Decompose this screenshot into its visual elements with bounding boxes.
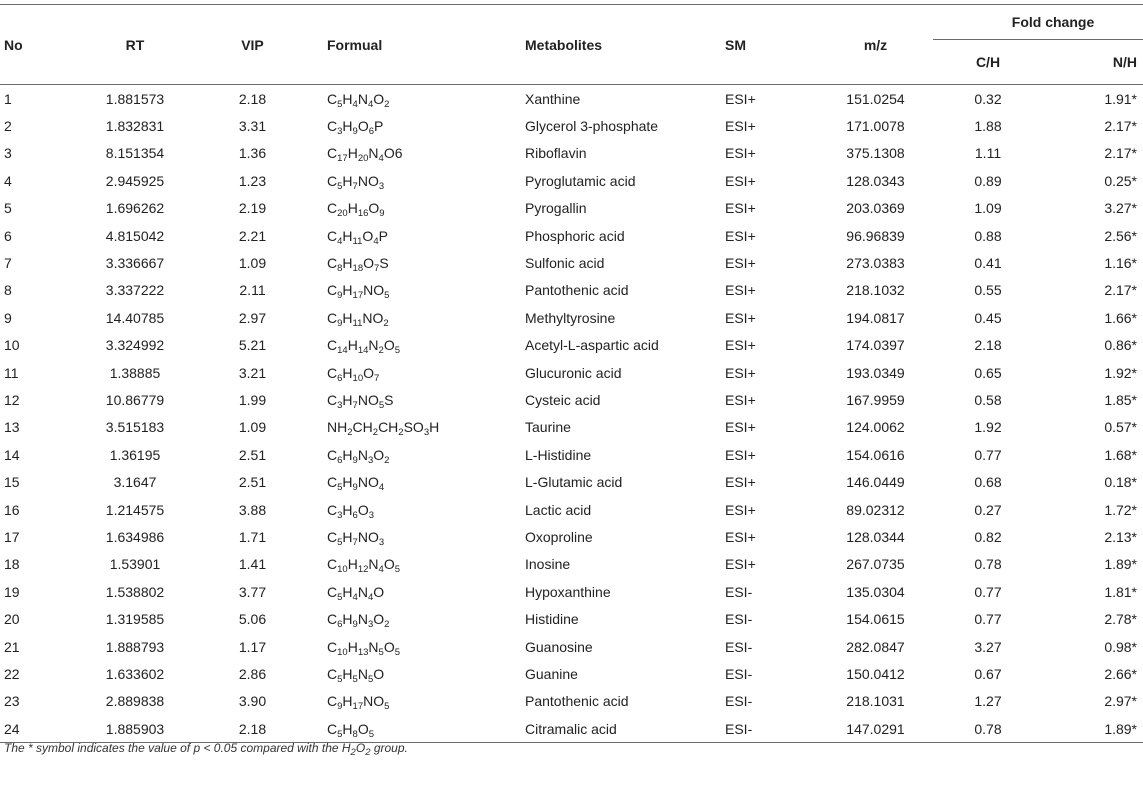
cell-vip: 3.88 <box>238 501 267 518</box>
cell-mz: 154.0615 <box>846 611 905 628</box>
cell-nh: 2.56* <box>1104 227 1138 244</box>
cell-metabolite: Acetyl-L-aspartic acid <box>525 337 659 354</box>
cell-sm: ESI+ <box>725 90 756 107</box>
table-row <box>0 441 1143 468</box>
cell-no: 18 <box>4 556 20 573</box>
cell-mz: 218.1032 <box>846 282 905 299</box>
cell-rt: 3.324992 <box>105 337 165 354</box>
cell-sm: ESI+ <box>725 337 756 354</box>
cell-mz: 128.0343 <box>846 172 905 189</box>
table-row <box>0 715 1143 743</box>
cell-nh: 0.86* <box>1104 337 1138 354</box>
cell-vip: 3.77 <box>238 583 267 600</box>
cell-sm: ESI- <box>725 665 753 682</box>
cell-ch: 0.77 <box>974 583 1002 600</box>
cell-metabolite: Pantothenic acid <box>525 282 629 299</box>
cell-vip: 3.21 <box>238 364 267 381</box>
cell-sm: ESI- <box>725 638 753 655</box>
cell-vip: 1.99 <box>238 391 267 408</box>
cell-ch: 2.18 <box>974 337 1002 354</box>
cell-rt: 3.1647 <box>113 474 157 491</box>
cell-metabolite: Pyrogallin <box>525 200 587 217</box>
cell-no: 12 <box>4 391 20 408</box>
cell-formula: $C_3H_6O_3$ <box>327 501 375 521</box>
cell-ch: 0.41 <box>974 255 1002 272</box>
cell-formula: $C_9H_{17}NO_5$ <box>327 693 390 713</box>
header-sm: SM <box>725 36 746 53</box>
cell-nh: 2.13* <box>1104 528 1138 545</box>
cell-no: 10 <box>4 337 20 354</box>
cell-sm: ESI+ <box>725 282 756 299</box>
header-no: No <box>4 36 23 53</box>
table-row <box>0 633 1143 660</box>
cell-formula: $C_5H_8O_5$ <box>327 720 375 740</box>
cell-sm: ESI+ <box>725 227 756 244</box>
cell-metabolite: Pantothenic acid <box>525 693 629 710</box>
cell-formula: $NH_2CH_2CH_2SO_3H$ <box>327 419 440 439</box>
cell-vip: 1.17 <box>238 638 267 655</box>
cell-ch: 3.27 <box>974 638 1002 655</box>
table-body <box>0 85 1143 743</box>
cell-ch: 0.58 <box>974 391 1002 408</box>
cell-nh: 3.27* <box>1104 200 1138 217</box>
cell-ch: 0.55 <box>974 282 1002 299</box>
cell-metabolite: Methyltyrosine <box>525 309 616 326</box>
table-row <box>0 195 1143 222</box>
cell-nh: 0.57* <box>1104 419 1138 436</box>
cell-metabolite: Histidine <box>525 611 579 628</box>
cell-no: 20 <box>4 611 20 628</box>
table-row <box>0 222 1143 249</box>
cell-ch: 0.27 <box>974 501 1002 518</box>
cell-vip: 1.23 <box>238 172 267 189</box>
cell-metabolite: Inosine <box>525 556 571 573</box>
header-vip: VIP <box>241 36 264 53</box>
cell-sm: ESI+ <box>725 474 756 491</box>
cell-formula: $C_{14}H_{14}N_2O_5$ <box>327 337 401 357</box>
cell-formula: $C_5H_5N_5O$ <box>327 665 385 685</box>
cell-nh: 2.17* <box>1104 145 1138 162</box>
cell-mz: 146.0449 <box>846 474 905 491</box>
table-row <box>0 523 1143 550</box>
table-row <box>0 140 1143 167</box>
cell-ch: 0.68 <box>974 474 1002 491</box>
cell-rt: 2.889838 <box>105 693 165 710</box>
table-footnote: The * symbol indicates the value of p < 0.05 compared with the $H_2O_2$ group. <box>4 741 408 758</box>
cell-metabolite: Oxoproline <box>525 528 593 545</box>
cell-mz: 150.0412 <box>846 665 905 682</box>
cell-mz: 282.0847 <box>846 638 905 655</box>
cell-formula: $C_{20}H_{16}O_9$ <box>327 200 385 220</box>
cell-vip: 2.97 <box>238 309 267 326</box>
cell-vip: 1.36 <box>238 145 267 162</box>
cell-no: 2 <box>4 118 12 135</box>
cell-formula: $C_{17}H_{20}N_4O6$ <box>327 145 403 165</box>
cell-vip: 1.41 <box>238 556 267 573</box>
table-row <box>0 688 1143 715</box>
cell-metabolite: Citramalic acid <box>525 720 617 737</box>
table-row <box>0 660 1143 687</box>
cell-vip: 2.11 <box>239 282 266 299</box>
cell-ch: 0.88 <box>974 227 1002 244</box>
cell-no: 15 <box>4 474 20 491</box>
cell-ch: 0.77 <box>974 611 1002 628</box>
cell-formula: $C_9H_{11}NO_2$ <box>327 309 389 329</box>
cell-nh: 2.66* <box>1104 665 1138 682</box>
cell-sm: ESI+ <box>725 172 756 189</box>
cell-no: 7 <box>4 255 12 272</box>
cell-sm: ESI+ <box>725 309 756 326</box>
cell-mz: 171.0078 <box>846 118 905 135</box>
table-row <box>0 249 1143 276</box>
header-rt: RT <box>125 36 145 53</box>
cell-ch: 0.78 <box>974 556 1002 573</box>
cell-sm: ESI+ <box>725 200 756 217</box>
header-nh: N/H <box>1112 54 1138 70</box>
header-ch: C/H <box>975 54 1001 70</box>
table-row <box>0 496 1143 523</box>
cell-formula: $C_9H_{17}NO_5$ <box>327 282 390 302</box>
cell-no: 11 <box>4 364 19 381</box>
table-row <box>0 167 1143 194</box>
cell-mz: 193.0349 <box>846 364 905 381</box>
cell-nh: 1.72* <box>1104 501 1138 518</box>
table-row <box>0 578 1143 605</box>
cell-metabolite: Lactic acid <box>525 501 592 518</box>
cell-formula: $C_8H_{18}O_7S$ <box>327 255 389 275</box>
cell-rt: 1.634986 <box>105 528 165 545</box>
cell-mz: 147.0291 <box>846 720 905 737</box>
cell-rt: 3.336667 <box>105 255 165 272</box>
cell-no: 3 <box>4 145 12 162</box>
cell-rt: 1.885903 <box>105 720 165 737</box>
cell-sm: ESI+ <box>725 364 756 381</box>
cell-rt: 1.696262 <box>105 200 165 217</box>
cell-vip: 1.71 <box>238 528 267 545</box>
cell-vip: 3.90 <box>238 693 267 710</box>
cell-metabolite: L-Glutamic acid <box>525 474 623 491</box>
cell-formula: $C_5H_9NO_4$ <box>327 474 385 494</box>
cell-rt: 1.214575 <box>105 501 165 518</box>
cell-nh: 2.78* <box>1104 611 1138 628</box>
cell-mz: 124.0062 <box>846 419 905 436</box>
cell-metabolite: Pyroglutamic acid <box>525 172 636 189</box>
cell-mz: 194.0817 <box>846 309 905 326</box>
cell-mz: 203.0369 <box>846 200 905 217</box>
cell-sm: ESI+ <box>725 528 756 545</box>
cell-sm: ESI- <box>725 583 753 600</box>
cell-rt: 2.945925 <box>105 172 165 189</box>
cell-formula: $C_{10}H_{13}N_5O_5$ <box>327 638 401 658</box>
cell-ch: 0.89 <box>974 172 1002 189</box>
cell-mz: 375.1308 <box>846 145 905 162</box>
header-mz: m/z <box>863 36 888 53</box>
cell-nh: 1.16* <box>1104 255 1138 272</box>
cell-mz: 89.02312 <box>846 501 905 518</box>
cell-formula: $C_6H_{10}O_7$ <box>327 364 380 384</box>
cell-metabolite: Guanine <box>525 665 578 682</box>
cell-vip: 2.51 <box>238 474 267 491</box>
cell-rt: 3.515183 <box>105 419 165 436</box>
table-row <box>0 85 1143 113</box>
cell-metabolite: L-Histidine <box>525 446 592 463</box>
cell-formula: $C_5H_7NO_3$ <box>327 172 385 192</box>
cell-nh: 1.81* <box>1104 583 1138 600</box>
cell-nh: 2.17* <box>1104 118 1138 135</box>
cell-rt: 1.38885 <box>109 364 161 381</box>
cell-ch: 0.32 <box>974 90 1002 107</box>
cell-no: 8 <box>4 282 12 299</box>
cell-no: 4 <box>4 172 12 189</box>
cell-rt: 1.538802 <box>105 583 165 600</box>
cell-sm: ESI- <box>725 611 753 628</box>
cell-mz: 273.0383 <box>846 255 905 272</box>
cell-no: 14 <box>4 446 20 463</box>
cell-nh: 1.92* <box>1104 364 1138 381</box>
header-fold-change: Fold change <box>933 5 1143 40</box>
cell-vip: 2.51 <box>238 446 267 463</box>
cell-rt: 8.151354 <box>105 145 165 162</box>
cell-no: 21 <box>4 638 20 655</box>
cell-sm: ESI+ <box>725 419 756 436</box>
table-row <box>0 332 1143 359</box>
cell-mz: 218.1031 <box>846 693 905 710</box>
cell-no: 9 <box>4 309 12 326</box>
header-formula: Formual <box>327 36 383 53</box>
cell-no: 22 <box>4 665 20 682</box>
cell-nh: 1.68* <box>1104 446 1138 463</box>
cell-ch: 0.78 <box>974 720 1002 737</box>
cell-vip: 5.21 <box>238 337 267 354</box>
cell-vip: 3.31 <box>238 118 267 135</box>
cell-no: 5 <box>4 200 12 217</box>
cell-formula: $C_{10}H_{12}N_4O_5$ <box>327 556 401 576</box>
cell-ch: 1.09 <box>974 200 1002 217</box>
cell-nh: 1.91* <box>1104 90 1138 107</box>
cell-formula: $C_5H_4N_4O$ <box>327 583 385 603</box>
cell-ch: 0.82 <box>974 528 1002 545</box>
cell-mz: 174.0397 <box>846 337 905 354</box>
cell-ch: 0.67 <box>974 665 1002 682</box>
cell-vip: 2.86 <box>238 665 267 682</box>
table-row <box>0 551 1143 578</box>
cell-vip: 2.19 <box>238 200 267 217</box>
cell-mz: 267.0735 <box>846 556 905 573</box>
cell-ch: 1.27 <box>974 693 1002 710</box>
cell-rt: 1.633602 <box>105 665 165 682</box>
cell-ch: 1.92 <box>974 419 1002 436</box>
cell-vip: 1.09 <box>238 255 267 272</box>
cell-metabolite: Glucuronic acid <box>525 364 622 381</box>
cell-sm: ESI+ <box>725 118 756 135</box>
cell-vip: 2.18 <box>238 90 267 107</box>
table-row <box>0 414 1143 441</box>
cell-rt: 4.815042 <box>105 227 165 244</box>
cell-no: 6 <box>4 227 12 244</box>
cell-rt: 3.337222 <box>105 282 165 299</box>
cell-rt: 1.888793 <box>105 638 165 655</box>
cell-metabolite: Hypoxanthine <box>525 583 611 600</box>
metabolites-table <box>0 4 1143 743</box>
cell-sm: ESI+ <box>725 255 756 272</box>
cell-rt: 1.53901 <box>109 556 161 573</box>
cell-formula: $C_3H_7NO_5S$ <box>327 391 394 411</box>
cell-mz: 167.9959 <box>846 391 905 408</box>
cell-no: 1 <box>4 90 12 107</box>
table-row <box>0 468 1143 495</box>
cell-sm: ESI+ <box>725 446 756 463</box>
cell-metabolite: Taurine <box>525 419 571 436</box>
cell-metabolite: Phosphoric acid <box>525 227 625 244</box>
cell-nh: 2.17* <box>1104 282 1138 299</box>
cell-nh: 1.89* <box>1104 720 1138 737</box>
cell-rt: 14.40785 <box>105 309 165 326</box>
cell-sm: ESI+ <box>725 391 756 408</box>
cell-nh: 0.25* <box>1104 172 1138 189</box>
cell-formula: $C_5H_4N_4O_2$ <box>327 90 390 110</box>
cell-metabolite: Cysteic acid <box>525 391 601 408</box>
cell-no: 13 <box>4 419 20 436</box>
table-row <box>0 605 1143 632</box>
table-row <box>0 359 1143 386</box>
cell-metabolite: Riboflavin <box>525 145 587 162</box>
cell-ch: 0.65 <box>974 364 1002 381</box>
cell-ch: 0.45 <box>974 309 1002 326</box>
cell-vip: 1.09 <box>238 419 267 436</box>
cell-nh: 1.89* <box>1104 556 1138 573</box>
cell-metabolite: Xanthine <box>525 90 581 107</box>
cell-mz: 96.96839 <box>846 227 905 244</box>
cell-nh: 2.97* <box>1104 693 1138 710</box>
cell-sm: ESI- <box>725 720 753 737</box>
cell-rt: 1.881573 <box>105 90 165 107</box>
cell-formula: $C_3H_9O_6P$ <box>327 118 384 138</box>
cell-rt: 1.36195 <box>109 446 161 463</box>
cell-sm: ESI+ <box>725 501 756 518</box>
table-row <box>0 386 1143 413</box>
cell-nh: 1.85* <box>1104 391 1138 408</box>
cell-formula: $C_6H_9N_3O_2$ <box>327 446 390 466</box>
cell-no: 17 <box>4 528 20 545</box>
cell-ch: 0.77 <box>974 446 1002 463</box>
cell-metabolite: Sulfonic acid <box>525 255 605 272</box>
cell-mz: 151.0254 <box>846 90 905 107</box>
cell-sm: ESI+ <box>725 556 756 573</box>
cell-no: 19 <box>4 583 20 600</box>
cell-no: 23 <box>4 693 20 710</box>
cell-vip: 2.18 <box>238 720 267 737</box>
cell-metabolite: Guanosine <box>525 638 593 655</box>
cell-formula: $C_4H_{11}O_4P$ <box>327 227 388 247</box>
cell-no: 24 <box>4 720 20 737</box>
cell-mz: 154.0616 <box>846 446 905 463</box>
table-row <box>0 304 1143 331</box>
cell-ch: 1.11 <box>974 145 1002 162</box>
cell-nh: 1.66* <box>1104 309 1138 326</box>
cell-nh: 0.98* <box>1104 638 1138 655</box>
cell-nh: 0.18* <box>1104 474 1138 491</box>
cell-mz: 128.0344 <box>846 528 905 545</box>
table-header <box>0 5 1143 85</box>
cell-rt: 1.832831 <box>105 118 165 135</box>
cell-sm: ESI+ <box>725 145 756 162</box>
table-row <box>0 112 1143 139</box>
cell-formula: $C_5H_7NO_3$ <box>327 528 385 548</box>
header-metabolites: Metabolites <box>525 36 603 53</box>
cell-mz: 135.0304 <box>846 583 905 600</box>
cell-vip: 5.06 <box>238 611 267 628</box>
cell-formula: $C_6H_9N_3O_2$ <box>327 611 390 631</box>
cell-rt: 1.319585 <box>105 611 165 628</box>
cell-sm: ESI- <box>725 693 753 710</box>
cell-no: 16 <box>4 501 20 518</box>
table-row <box>0 277 1143 304</box>
cell-metabolite: Glycerol 3-phosphate <box>525 118 659 135</box>
cell-vip: 2.21 <box>238 227 267 244</box>
cell-rt: 10.86779 <box>105 391 165 408</box>
cell-ch: 1.88 <box>974 118 1002 135</box>
